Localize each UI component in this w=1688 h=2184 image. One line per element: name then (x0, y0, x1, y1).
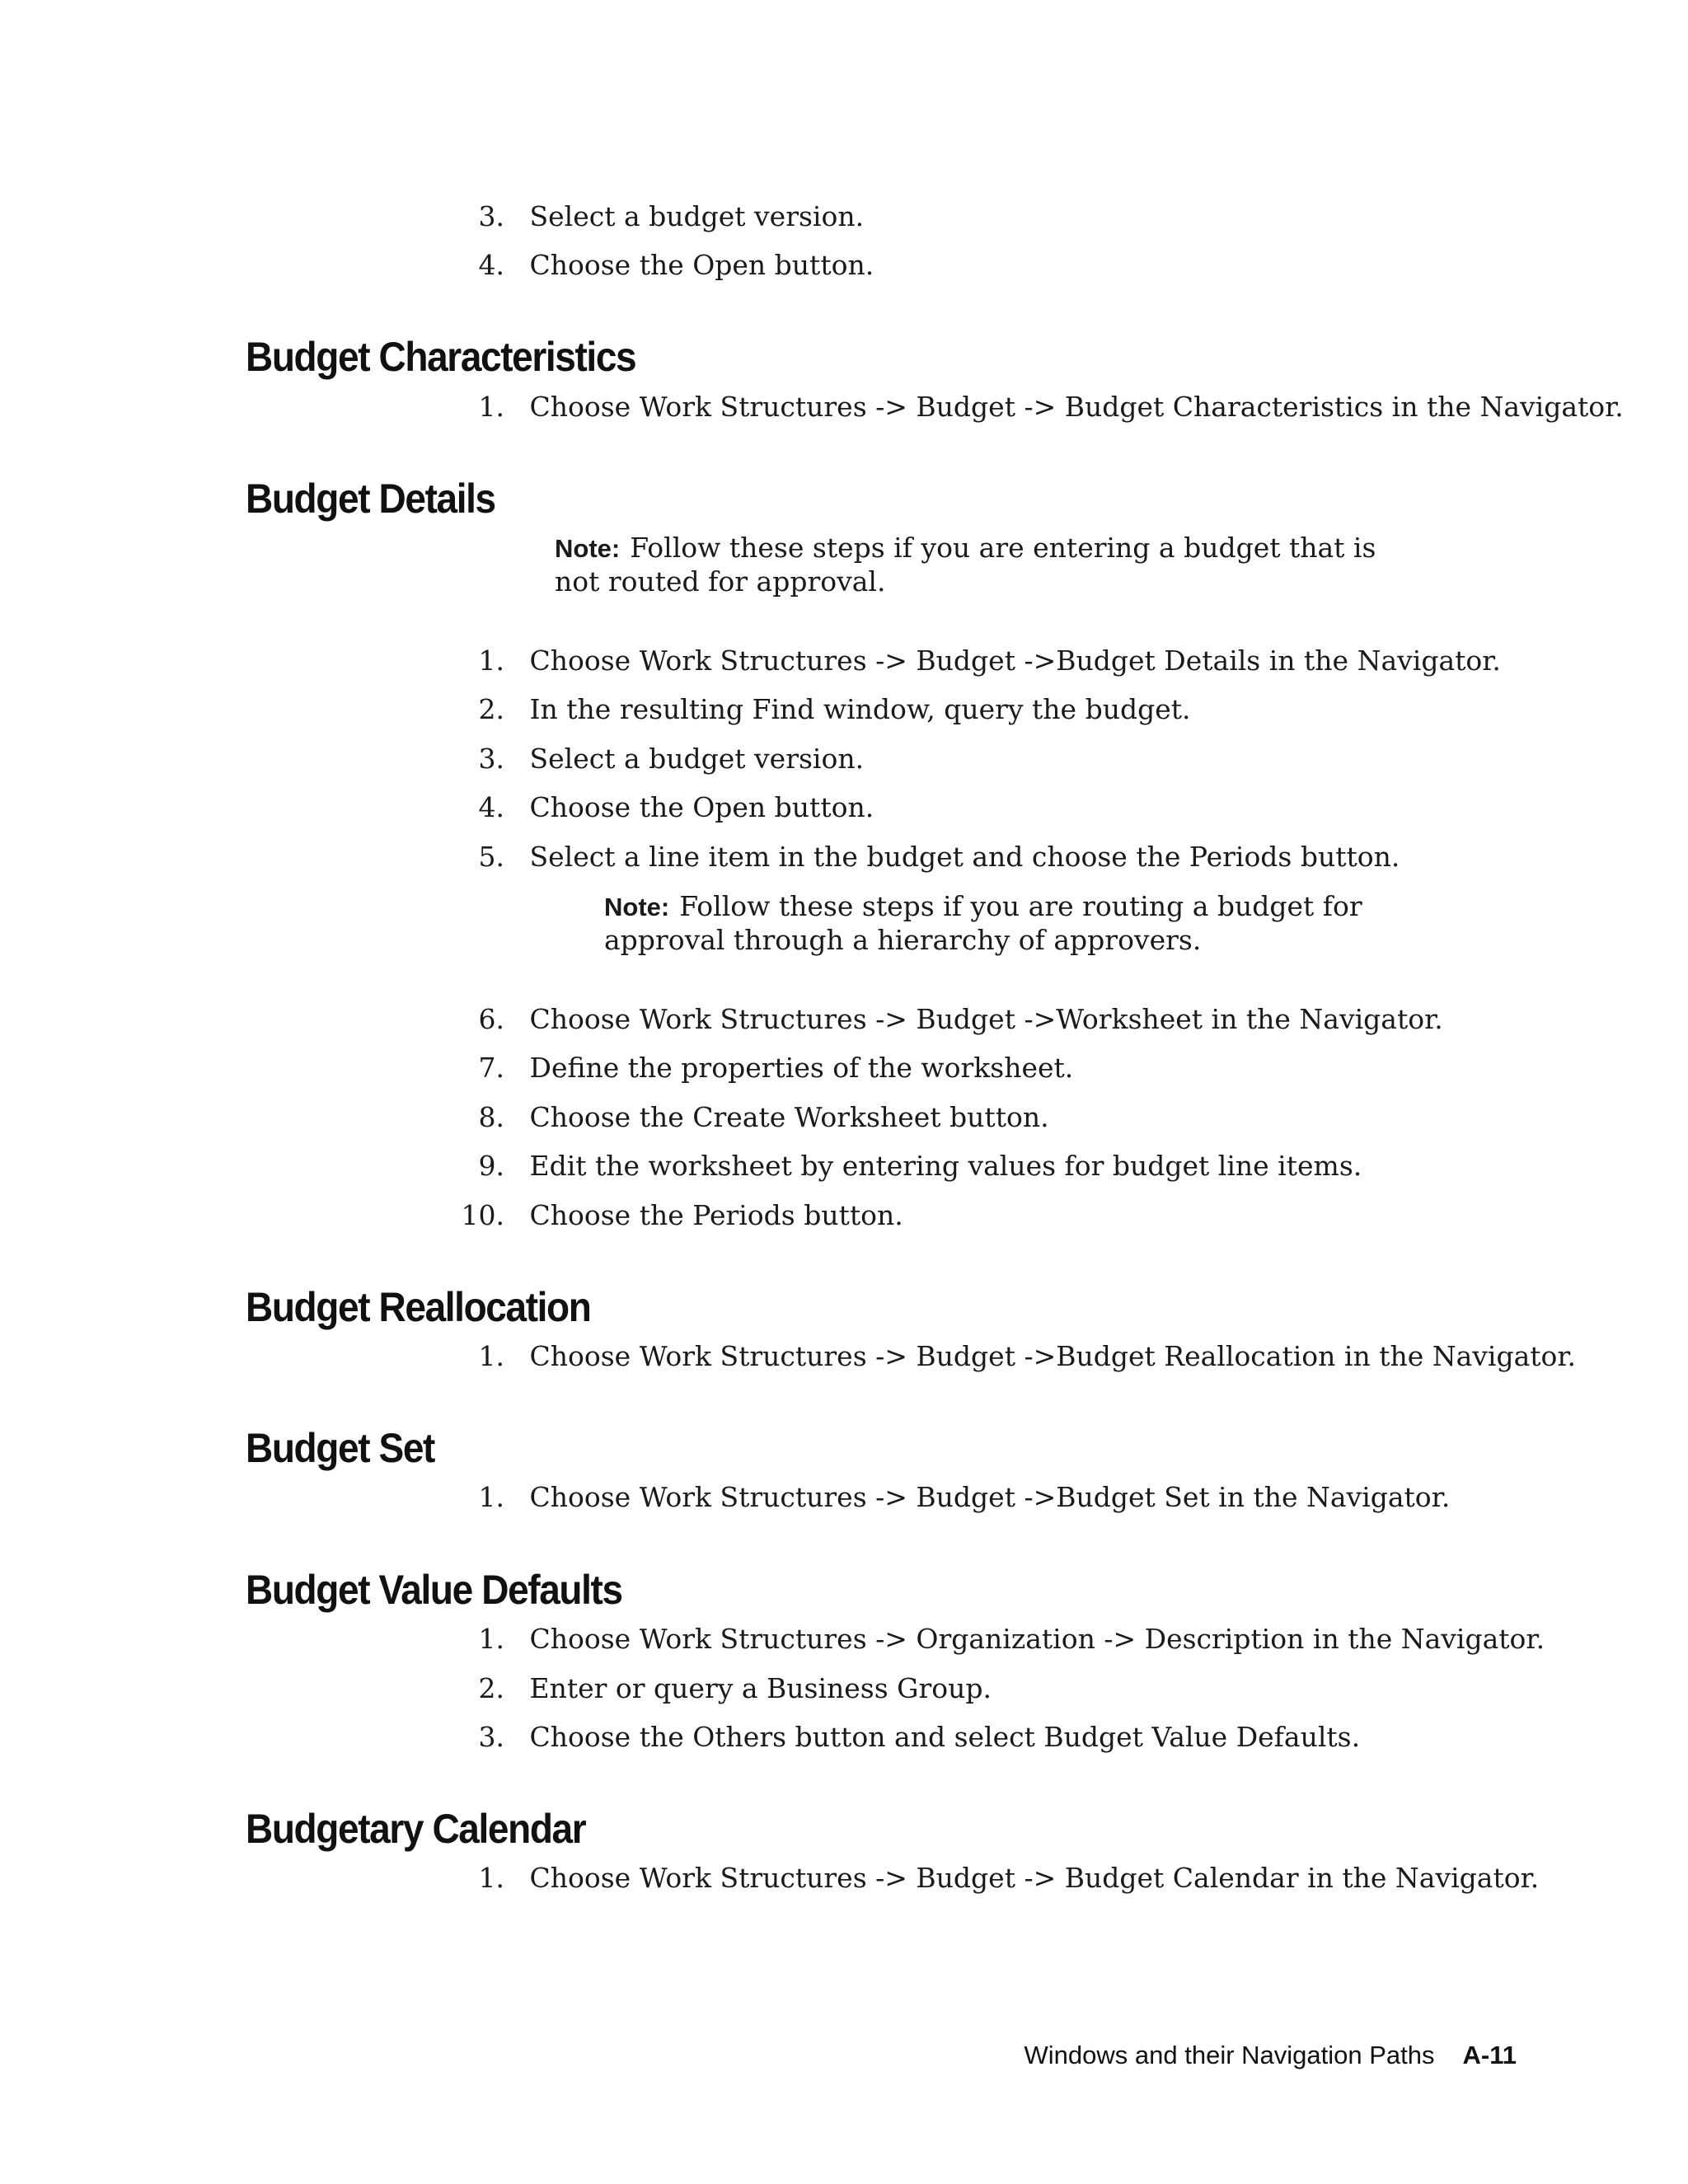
step-text: Choose Work Structures -> Budget ->Worksheet in the Navigator. (529, 1003, 1443, 1035)
list-item (453, 1101, 1049, 1134)
step-number: 1. (478, 391, 504, 423)
step-number: 3. (478, 743, 504, 775)
list-item (453, 249, 874, 282)
step-number: 3. (478, 200, 504, 232)
step-text: Choose the Others button and select Budget Value Defaults. (529, 1721, 1361, 1753)
list-item (453, 391, 1624, 424)
list-item (453, 1481, 1450, 1514)
note-label: Note: (604, 893, 670, 921)
section-heading-budgetary-calendar: Budgetary Calendar (246, 1806, 586, 1852)
section-heading-budget-reallocation: Budget Reallocation (246, 1284, 591, 1330)
step-number: 1. (478, 1623, 504, 1655)
step-text: Choose Work Structures -> Budget -> Budget Calendar in the Navigator. (529, 1862, 1540, 1894)
list-item (453, 743, 864, 776)
list-item (453, 791, 874, 824)
step-number: 1. (478, 1481, 504, 1513)
section-heading-budget-set: Budget Set (246, 1425, 434, 1471)
list-item (453, 1150, 1362, 1183)
step-text: Choose the Periods button. (529, 1199, 903, 1231)
step-text: Select a budget version. (529, 200, 865, 232)
step-text: Choose the Open button. (529, 249, 874, 281)
list-item (453, 1199, 903, 1232)
step-number: 2. (478, 1672, 504, 1704)
note-box (555, 532, 1428, 598)
list-item (453, 1623, 1545, 1656)
step-text: Edit the worksheet by entering values for budget line items. (529, 1150, 1362, 1182)
step-text: Select a budget version. (529, 743, 865, 775)
list-item (453, 1052, 1073, 1085)
step-number: 3. (478, 1721, 504, 1753)
step-number: 6. (478, 1003, 504, 1035)
section-heading-budget-characteristics: Budget Characteristics (246, 334, 636, 380)
note-box (604, 890, 1437, 957)
list-item (453, 693, 1190, 726)
step-number: 10. (461, 1199, 504, 1231)
step-text: Select a line item in the budget and choose the Periods button. (529, 841, 1400, 873)
page-footer (1022, 2039, 1517, 2072)
list-item (453, 644, 1501, 677)
list-item (453, 200, 864, 233)
step-text: In the resulting Find window, query the budget. (529, 693, 1191, 725)
footer-title: Windows and their Navigation Paths (1024, 2041, 1435, 2069)
note-text: Follow these steps if you are routing a budget for approval through a hierarchy of approvers. (604, 890, 1362, 956)
step-number: 4. (478, 791, 504, 823)
step-text: Choose Work Structures -> Budget ->Budget Set in the Navigator. (529, 1481, 1451, 1513)
list-item (453, 1862, 1539, 1895)
note-label: Note: (555, 534, 621, 563)
step-number: 1. (478, 1340, 504, 1372)
list-item (453, 841, 1400, 874)
step-text: Choose Work Structures -> Budget ->Budget Reallocation in the Navigator. (529, 1340, 1577, 1372)
step-number: 2. (478, 693, 504, 725)
note-text: Follow these steps if you are entering a budget that is not routed for approval. (555, 532, 1376, 598)
list-item (453, 1721, 1360, 1754)
page-number: A-11 (1462, 2041, 1517, 2069)
section-heading-budget-details: Budget Details (246, 476, 495, 522)
step-text: Choose Work Structures -> Budget ->Budget Details in the Navigator. (529, 644, 1501, 677)
list-item (453, 1672, 992, 1705)
step-text: Choose the Create Worksheet button. (529, 1101, 1049, 1133)
step-number: 4. (478, 249, 504, 281)
step-number: 9. (478, 1150, 504, 1182)
list-item (453, 1003, 1443, 1036)
step-number: 8. (478, 1101, 504, 1133)
section-heading-budget-value-defaults: Budget Value Defaults (246, 1567, 622, 1613)
step-number: 1. (478, 644, 504, 677)
step-text: Enter or query a Business Group. (529, 1672, 992, 1704)
step-text: Define the properties of the worksheet. (529, 1052, 1074, 1084)
step-number: 1. (478, 1862, 504, 1894)
step-text: Choose the Open button. (529, 791, 874, 823)
step-text: Choose Work Structures -> Budget -> Budget Characteristics in the Navigator. (529, 391, 1624, 423)
step-number: 5. (478, 841, 504, 873)
list-item (453, 1340, 1576, 1373)
step-text: Choose Work Structures -> Organization -> Description in the Navigator. (529, 1623, 1545, 1655)
step-number: 7. (478, 1052, 504, 1084)
